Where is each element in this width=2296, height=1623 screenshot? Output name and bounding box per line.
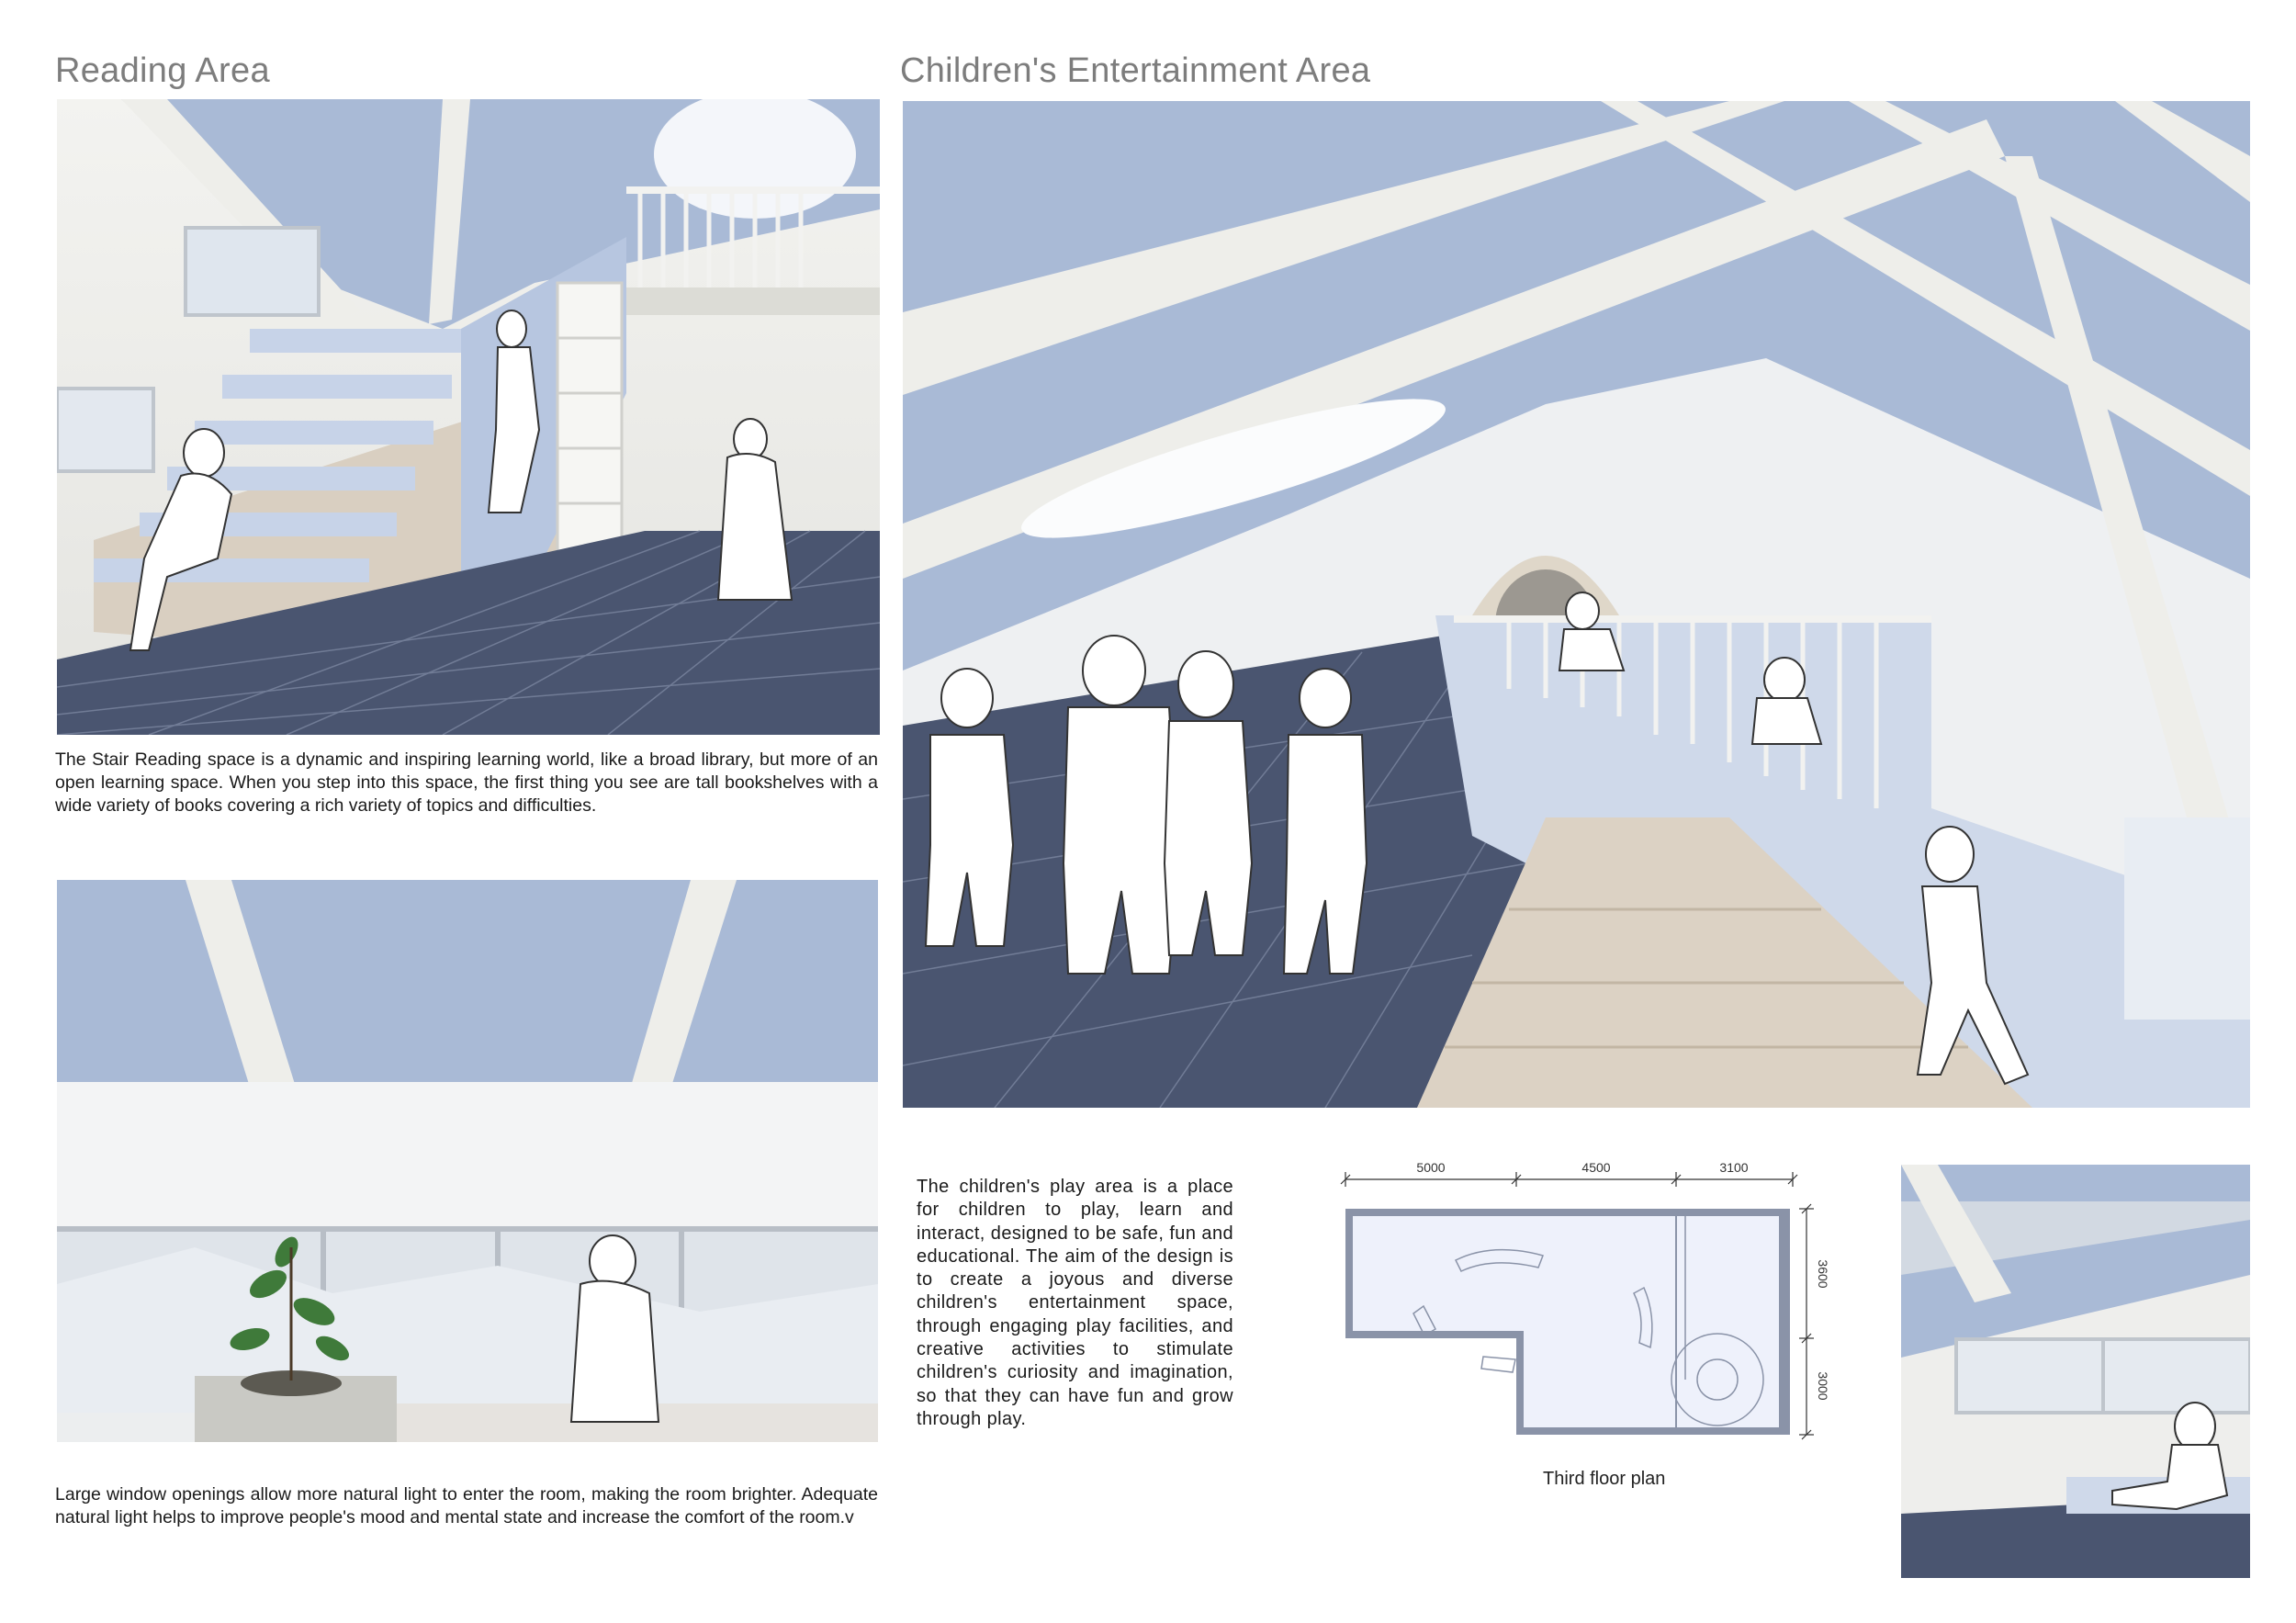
reading-area-title: Reading Area — [55, 51, 270, 90]
dim-3000: 3000 — [1816, 1371, 1830, 1401]
lounge-render — [1901, 1165, 2250, 1578]
window-area-description: Large window openings allow more natural light to enter the room, making the room brighter. Adequate natural light helps to improve people's mood and mental state and increase the comfort of the room.v — [55, 1484, 878, 1527]
floor-plan-caption: Third floor plan — [1543, 1469, 1666, 1489]
dim-5000: 5000 — [1416, 1160, 1446, 1175]
dim-3600: 3600 — [1816, 1259, 1830, 1289]
dim-3100: 3100 — [1719, 1160, 1749, 1175]
reading-area-render — [57, 99, 880, 735]
third-floor-plan — [1336, 1159, 1832, 1462]
children-area-description: The children's play area is a place for children to play, learn and interact, designed to be safe, fun and educational. The aim of the design is to create a joyous and diverse children's entertainment space, through engaging play facilities, and creative activities to stimulate children's curiosity and imagination, so that they can have fun and grow through play. — [917, 1177, 1233, 1429]
dim-4500: 4500 — [1581, 1160, 1611, 1175]
children-area-render — [903, 101, 2250, 1108]
reading-area-description: The Stair Reading space is a dynamic and inspiring learning world, like a broad library, but more of an open learning space. When you step into this space, the first thing you see are tall bookshelves with a wide variety of books covering a rich variety of topics and difficulties. — [55, 750, 878, 816]
children-area-title: Children's Entertainment Area — [900, 51, 1371, 90]
window-area-render — [57, 880, 878, 1442]
